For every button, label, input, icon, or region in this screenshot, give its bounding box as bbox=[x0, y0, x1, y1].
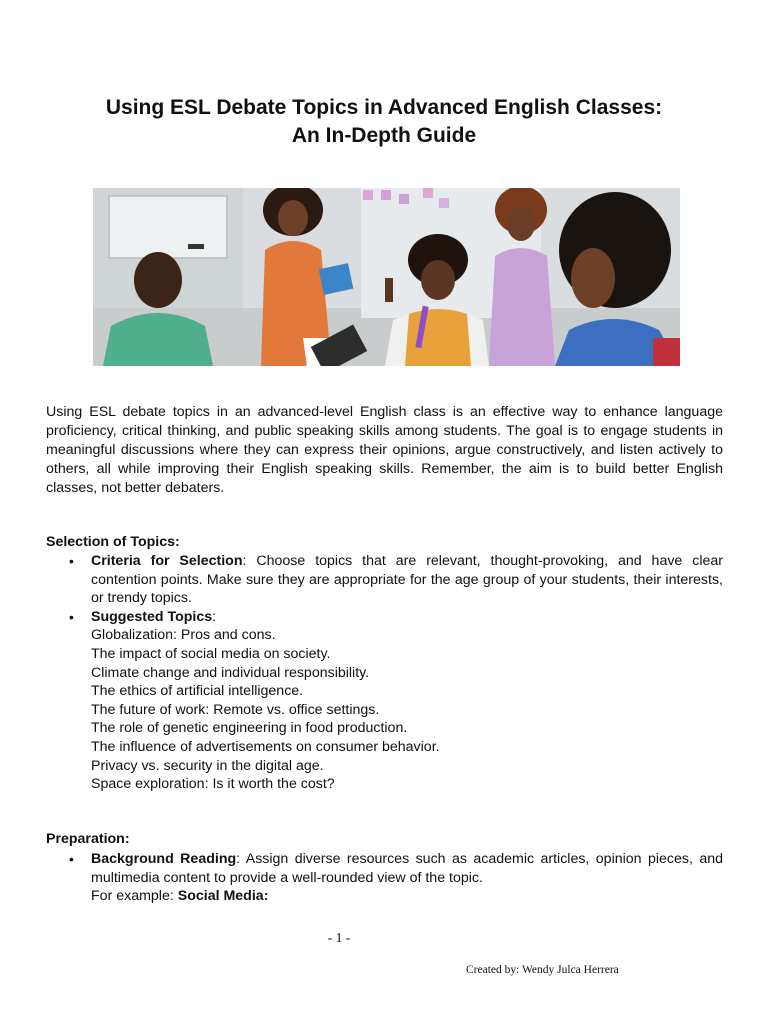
topic-item: The future of work: Remote vs. office settings. bbox=[91, 701, 380, 718]
background-text: : Assign diverse resources such as academic articles, opinion pieces, and multimedia content to provide a well-rounded view of the topic. bbox=[91, 851, 723, 886]
topic-list bbox=[46, 626, 723, 793]
example-line bbox=[46, 887, 723, 906]
suggested-label: Suggested Topics bbox=[91, 608, 213, 625]
example-label: Social Media bbox=[177, 888, 264, 905]
title-line-1: Using ESL Debate Topics in Advanced English Classes: bbox=[105, 96, 663, 119]
bullet-icon: • bbox=[69, 608, 74, 625]
preparation-list bbox=[46, 850, 723, 906]
bullet-icon: • bbox=[69, 553, 74, 569]
selection-list bbox=[46, 552, 723, 794]
suggested-colon: : bbox=[212, 608, 217, 625]
selection-heading: Selection of Topics: bbox=[46, 534, 180, 550]
preparation-heading: Preparation: bbox=[46, 831, 130, 847]
background-label: Background Reading bbox=[91, 851, 237, 867]
topic-item: The influence of advertisements on consumer behavior. bbox=[91, 738, 440, 755]
author-credit: Created by: Wendy Julca Herrera bbox=[466, 964, 619, 976]
intro-paragraph: Using ESL debate topics in an advanced-level English class is an effective way to enhance language proficiency, critical thinking, and public speaking skills among students. The goal is to engage students in meaningful discussions where they can express their opinions, argue constructively, and listen actively to others, all while improving their English speaking skills. Remember, the aim is to build better English classes, not better debaters. bbox=[46, 404, 723, 496]
page-title bbox=[0, 94, 768, 150]
background-item bbox=[46, 850, 723, 887]
topic-item: The ethics of artificial intelligence. bbox=[91, 683, 304, 700]
criteria-label: Criteria for Selection bbox=[91, 553, 243, 569]
example-colon: : bbox=[263, 888, 269, 905]
suggested-item bbox=[46, 608, 723, 627]
topic-item: The impact of social media on society. bbox=[91, 645, 331, 662]
page-number: - 1 - bbox=[327, 930, 351, 945]
topic-item: Climate change and individual responsibility. bbox=[91, 664, 370, 681]
topic-item: Space exploration: Is it worth the cost? bbox=[91, 776, 335, 793]
classroom-debate-photo bbox=[93, 188, 680, 366]
example-prefix: For example: bbox=[91, 888, 178, 905]
criteria-text: : Choose topics that are relevant, thought-provoking, and have clear contention points. Make sure they are appropriate for the age group of your students, their interests, or trendy topics. bbox=[91, 553, 723, 607]
title-line-2: An In-Depth Guide bbox=[291, 124, 477, 147]
bullet-icon: • bbox=[69, 851, 74, 867]
topic-item: Privacy vs. security in the digital age. bbox=[91, 757, 324, 774]
photo-illustration bbox=[93, 188, 680, 366]
criteria-item bbox=[46, 552, 723, 608]
topic-item: The role of genetic engineering in food production. bbox=[91, 720, 408, 737]
topic-item: Globalization: Pros and cons. bbox=[91, 627, 276, 644]
